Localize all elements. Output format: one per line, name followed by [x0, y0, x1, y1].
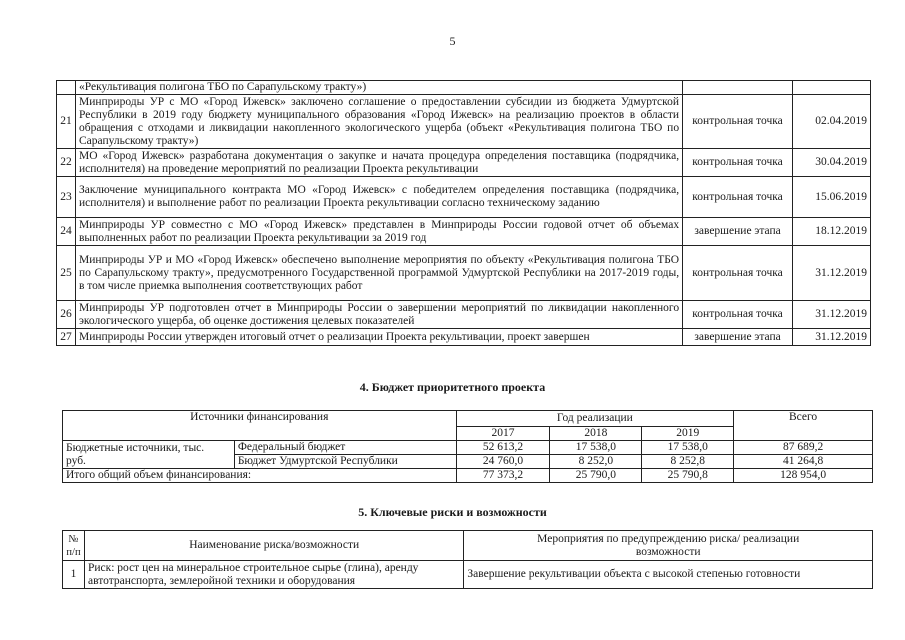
budget-value: 17 538,0	[550, 441, 642, 455]
risk-measure: Завершение рекультивации объекта с высокой степенью готовности	[464, 561, 873, 589]
page-number: 5	[449, 34, 456, 48]
event-type: контрольная точка	[683, 301, 793, 329]
event-text: Минприроды УР подготовлен отчет в Минприроды России о завершении мероприятий по ликвидации накопленного экологического ущерба, об оценке достижения целевых показателей	[75, 301, 682, 329]
event-text: МО «Город Ижевск» разработана документация о закупке и начата процедура определения поставщика (подрядчика, исполнителя) на проведение мероприятий по реализации Проекта рекультивации	[75, 149, 682, 177]
budget-value: 17 538,0	[642, 441, 734, 455]
budget-value: 8 252,8	[642, 455, 734, 469]
table-row	[57, 329, 871, 346]
event-date: 15.06.2019	[793, 177, 871, 218]
table-row	[63, 441, 873, 455]
table-row	[63, 469, 873, 483]
event-date: 31.12.2019	[793, 301, 871, 329]
project-plan-table	[56, 80, 871, 346]
event-type: контрольная точка	[683, 149, 793, 177]
row-number: 22	[57, 149, 76, 177]
plan-fragment: «Рекультивация полигона ТБО по Сарапульскому тракту»)	[75, 81, 682, 95]
event-date: 02.04.2019	[793, 95, 871, 149]
event-text: Минприроды УР с МО «Город Ижевск» заключено соглашение о предоставлении субсидии из бюджета Удмуртской Республики в 2019 году бюджету муниципального образования «Город Ижевск» на реализацию проектов в области обращения с отходами и ликвидации накопленного экологического ущерба (объект «Рекультивация полигона ТБО по Сарапульскому тракту»)	[75, 95, 682, 149]
risks-heading: 5. Ключевые риски и возможности	[358, 505, 547, 519]
budget-value: 25 790,0	[550, 469, 642, 483]
table-row	[57, 149, 871, 177]
budget-total: 87 689,2	[734, 441, 873, 455]
col-sources: Источники финансирования	[63, 411, 457, 441]
budget-value: 77 373,2	[456, 469, 550, 483]
budget-heading: 4. Бюджет приоритетного проекта	[359, 380, 546, 394]
risk-name: Риск: рост цен на минеральное строительное сырье (глина), аренду автотранспорта, землеройной техники и оборудования	[84, 561, 463, 589]
table-row	[63, 561, 873, 589]
budget-row-label: Бюджет Удмуртской Республики	[234, 455, 456, 469]
budget-value: 8 252,0	[550, 455, 642, 469]
event-text: Минприроды России утвержден итоговый отчет о реализации Проекта рекультивации, проект завершен	[75, 329, 682, 346]
table-row	[57, 177, 871, 218]
year-2018: 2018	[550, 427, 642, 441]
table-header-row	[63, 411, 873, 427]
table-row	[57, 95, 871, 149]
row-number: 23	[57, 177, 76, 218]
event-text: Минприроды УР совместно с МО «Город Ижевск» представлен в Минприроды России годовой отчет об объемах выполненных работ по реализации Проекта рекультивации за 2019 год	[75, 218, 682, 246]
budget-value: 52 613,2	[456, 441, 550, 455]
event-text: Минприроды УР и МО «Город Ижевск» обеспечено выполнение мероприятия по объекту «Рекультивация полигона ТБО по Сарапульскому тракту», предусмотренного Государственной программой Удмуртской Республики на 2017-2019 годы, в том числе приемка выполнения соответствующих работ	[75, 246, 682, 301]
year-2017: 2017	[456, 427, 550, 441]
budget-row-label: Федеральный бюджет	[234, 441, 456, 455]
budget-value: 24 760,0	[456, 455, 550, 469]
table-header-row	[63, 531, 873, 561]
row-number: 21	[57, 95, 76, 149]
budget-total: 41 264,8	[734, 455, 873, 469]
budget-table	[62, 410, 873, 483]
col-total: Всего	[734, 411, 873, 441]
col-num: № п/п	[63, 531, 85, 561]
event-type: завершение этапа	[683, 329, 793, 346]
row-number: 25	[57, 246, 76, 301]
event-date: 18.12.2019	[793, 218, 871, 246]
event-type: контрольная точка	[683, 177, 793, 218]
event-date: 30.04.2019	[793, 149, 871, 177]
row-number: 27	[57, 329, 76, 346]
event-date: 31.12.2019	[793, 329, 871, 346]
event-type: контрольная точка	[683, 95, 793, 149]
col-year: Год реализации	[456, 411, 734, 427]
event-text: Заключение муниципального контракта МО «Город Ижевск» с победителем определения поставщика (подрядчика, исполнителя) и выполнение работ по реализации Проекта рекультивации согласно техническому заданию	[75, 177, 682, 218]
budget-total: 128 954,0	[734, 469, 873, 483]
event-type: контрольная точка	[683, 246, 793, 301]
budget-group-label: Бюджетные источники, тыс. руб.	[63, 441, 235, 469]
event-date: 31.12.2019	[793, 246, 871, 301]
table-row	[57, 246, 871, 301]
row-number: 24	[57, 218, 76, 246]
event-type: завершение этапа	[683, 218, 793, 246]
row-number: 26	[57, 301, 76, 329]
budget-grand-label: Итого общий объем финансирования:	[63, 469, 457, 483]
year-2019: 2019	[642, 427, 734, 441]
table-row	[57, 301, 871, 329]
col-measure: Мероприятия по предупреждению риска/ реализации возможности	[464, 531, 873, 561]
table-row	[57, 81, 871, 95]
row-number: 1	[63, 561, 85, 589]
table-row	[57, 218, 871, 246]
risks-table	[62, 530, 873, 589]
budget-value: 25 790,8	[642, 469, 734, 483]
col-name: Наименование риска/возможности	[84, 531, 463, 561]
